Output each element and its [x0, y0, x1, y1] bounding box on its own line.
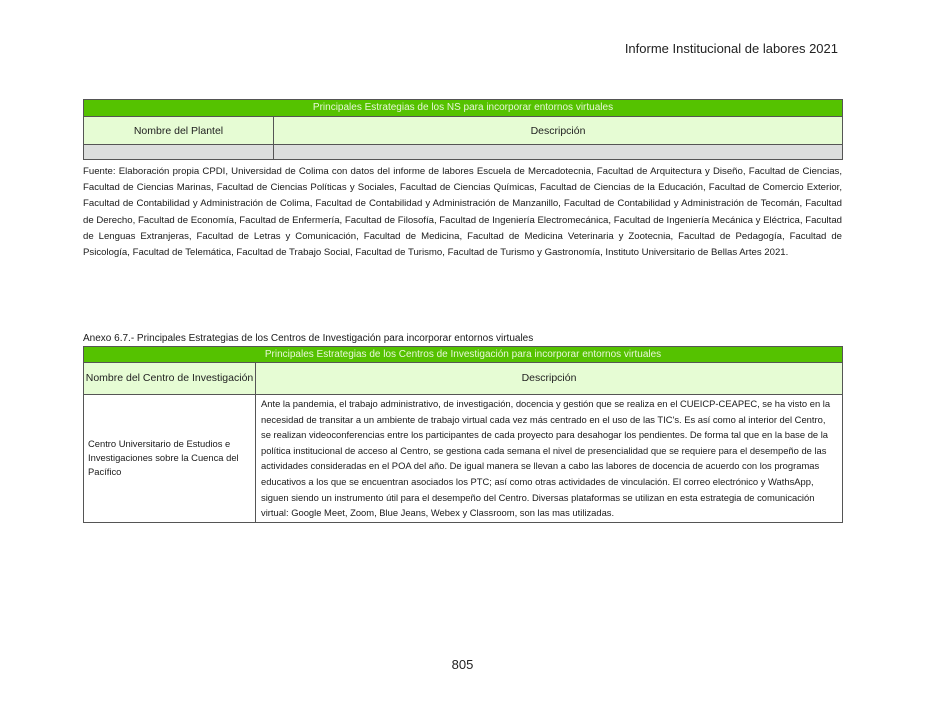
table-header-row: [84, 363, 843, 395]
table-title: Principales Estrategias de los Centros de Investigación para incorporar entornos virtuales: [84, 347, 843, 363]
table-row: [84, 395, 843, 523]
table-title-row: [84, 347, 843, 363]
page-number: 805: [451, 657, 474, 672]
source-note: Fuente: Elaboración propia CPDI, Universidad de Colima con datos del informe de labores Escuela de Mercadotecnia, Facultad de Arquitectura y Diseño, Facultad de Ciencias, Facultad de Ciencias Marinas, Facultad de Ciencias Políticas y Sociales, Facultad de Ciencias Químicas, Facultad de Ciencias de la Educación, Facultad de Comercio Exterior, Facultad de Contabilidad y Administración de Colima, Facultad de Contabilidad y Administración de Manzanillo, Facultad de Contabilidad y Administración de Tecomán, Facultad de Derecho, Facultad de Economía, Facultad de Enfermería, Facultad de Filosofía, Facultad de Ingeniería Electromecánica, Facultad de Ingeniería Mecánica y Eléctrica, Facultad de Lenguas Extranjeras, Facultad de Letras y Comunicación, Facultad de Medicina, Facultad de Medicina Veterinaria y Zootecnia, Facultad de Pedagogía, Facultad de Psicología, Facultad de Telemática, Facultad de Trabajo Social, Facultad de Turismo, Facultad de Turismo y Gastronomía, Instituto Universitario de Bellas Artes 2021.: [83, 166, 842, 259]
running-header-title: Informe Institucional de labores 2021: [624, 41, 838, 56]
cell-descripcion: Ante la pandemia, el trabajo administrativo, de investigación, docencia y gestión que se realiza en el CUEICP-CEAPEC, se ha visto en la necesidad de transitar a un ambiente de trabajo virtual cada vez más centrado en el uso de las TIC's. Es así como al interior del Centro, se realizan videoconferencias entre los participantes de cada proyecto para desahogar los pendientes. De forma tal que en la base de la política institucional de acceso al Centro, se gestiona cada semana el nivel de presencialidad que se requiere para el desempeño de las actividades consideradas en el POA del año. De igual manera se llevan a cabo las labores de docencia de acuerdo con los programas educativos a los que se encuentran asociados los PTC; así como otras actividades de vinculación. El correo electrónico y WathsApp, siguen siendo un instrumento útil para el desempeño del Centro. Diversas plataformas se utilizan en esta estrategia de comunicación virtual: Google Meet, Zoom, Blue Jeans, Webex y Classroom, son las mas utilizadas.: [256, 395, 843, 523]
research-centers-strategies-table: [83, 346, 843, 523]
column-header-descripcion: Descripción: [256, 363, 843, 395]
column-header-centro: Nombre del Centro de Investigación: [84, 363, 256, 395]
column-header-descripcion: Descripción: [274, 117, 843, 145]
table-title: Principales Estrategias de los NS para incorporar entornos virtuales: [84, 100, 843, 117]
annex-caption: Anexo 6.7.- Principales Estrategias de los Centros de Investigación para incorporar entornos virtuales: [83, 333, 534, 344]
table-header-row: [84, 117, 843, 145]
cell-descripcion: [274, 145, 843, 160]
table-title-row: [84, 100, 843, 117]
cell-plantel: [84, 145, 274, 160]
cell-centro-name: Centro Universitario de Estudios e Investigaciones sobre la Cuenca del Pacífico: [84, 395, 256, 523]
column-header-plantel: Nombre del Plantel: [84, 117, 274, 145]
table-row: [84, 145, 843, 160]
ns-strategies-table: [83, 99, 843, 160]
